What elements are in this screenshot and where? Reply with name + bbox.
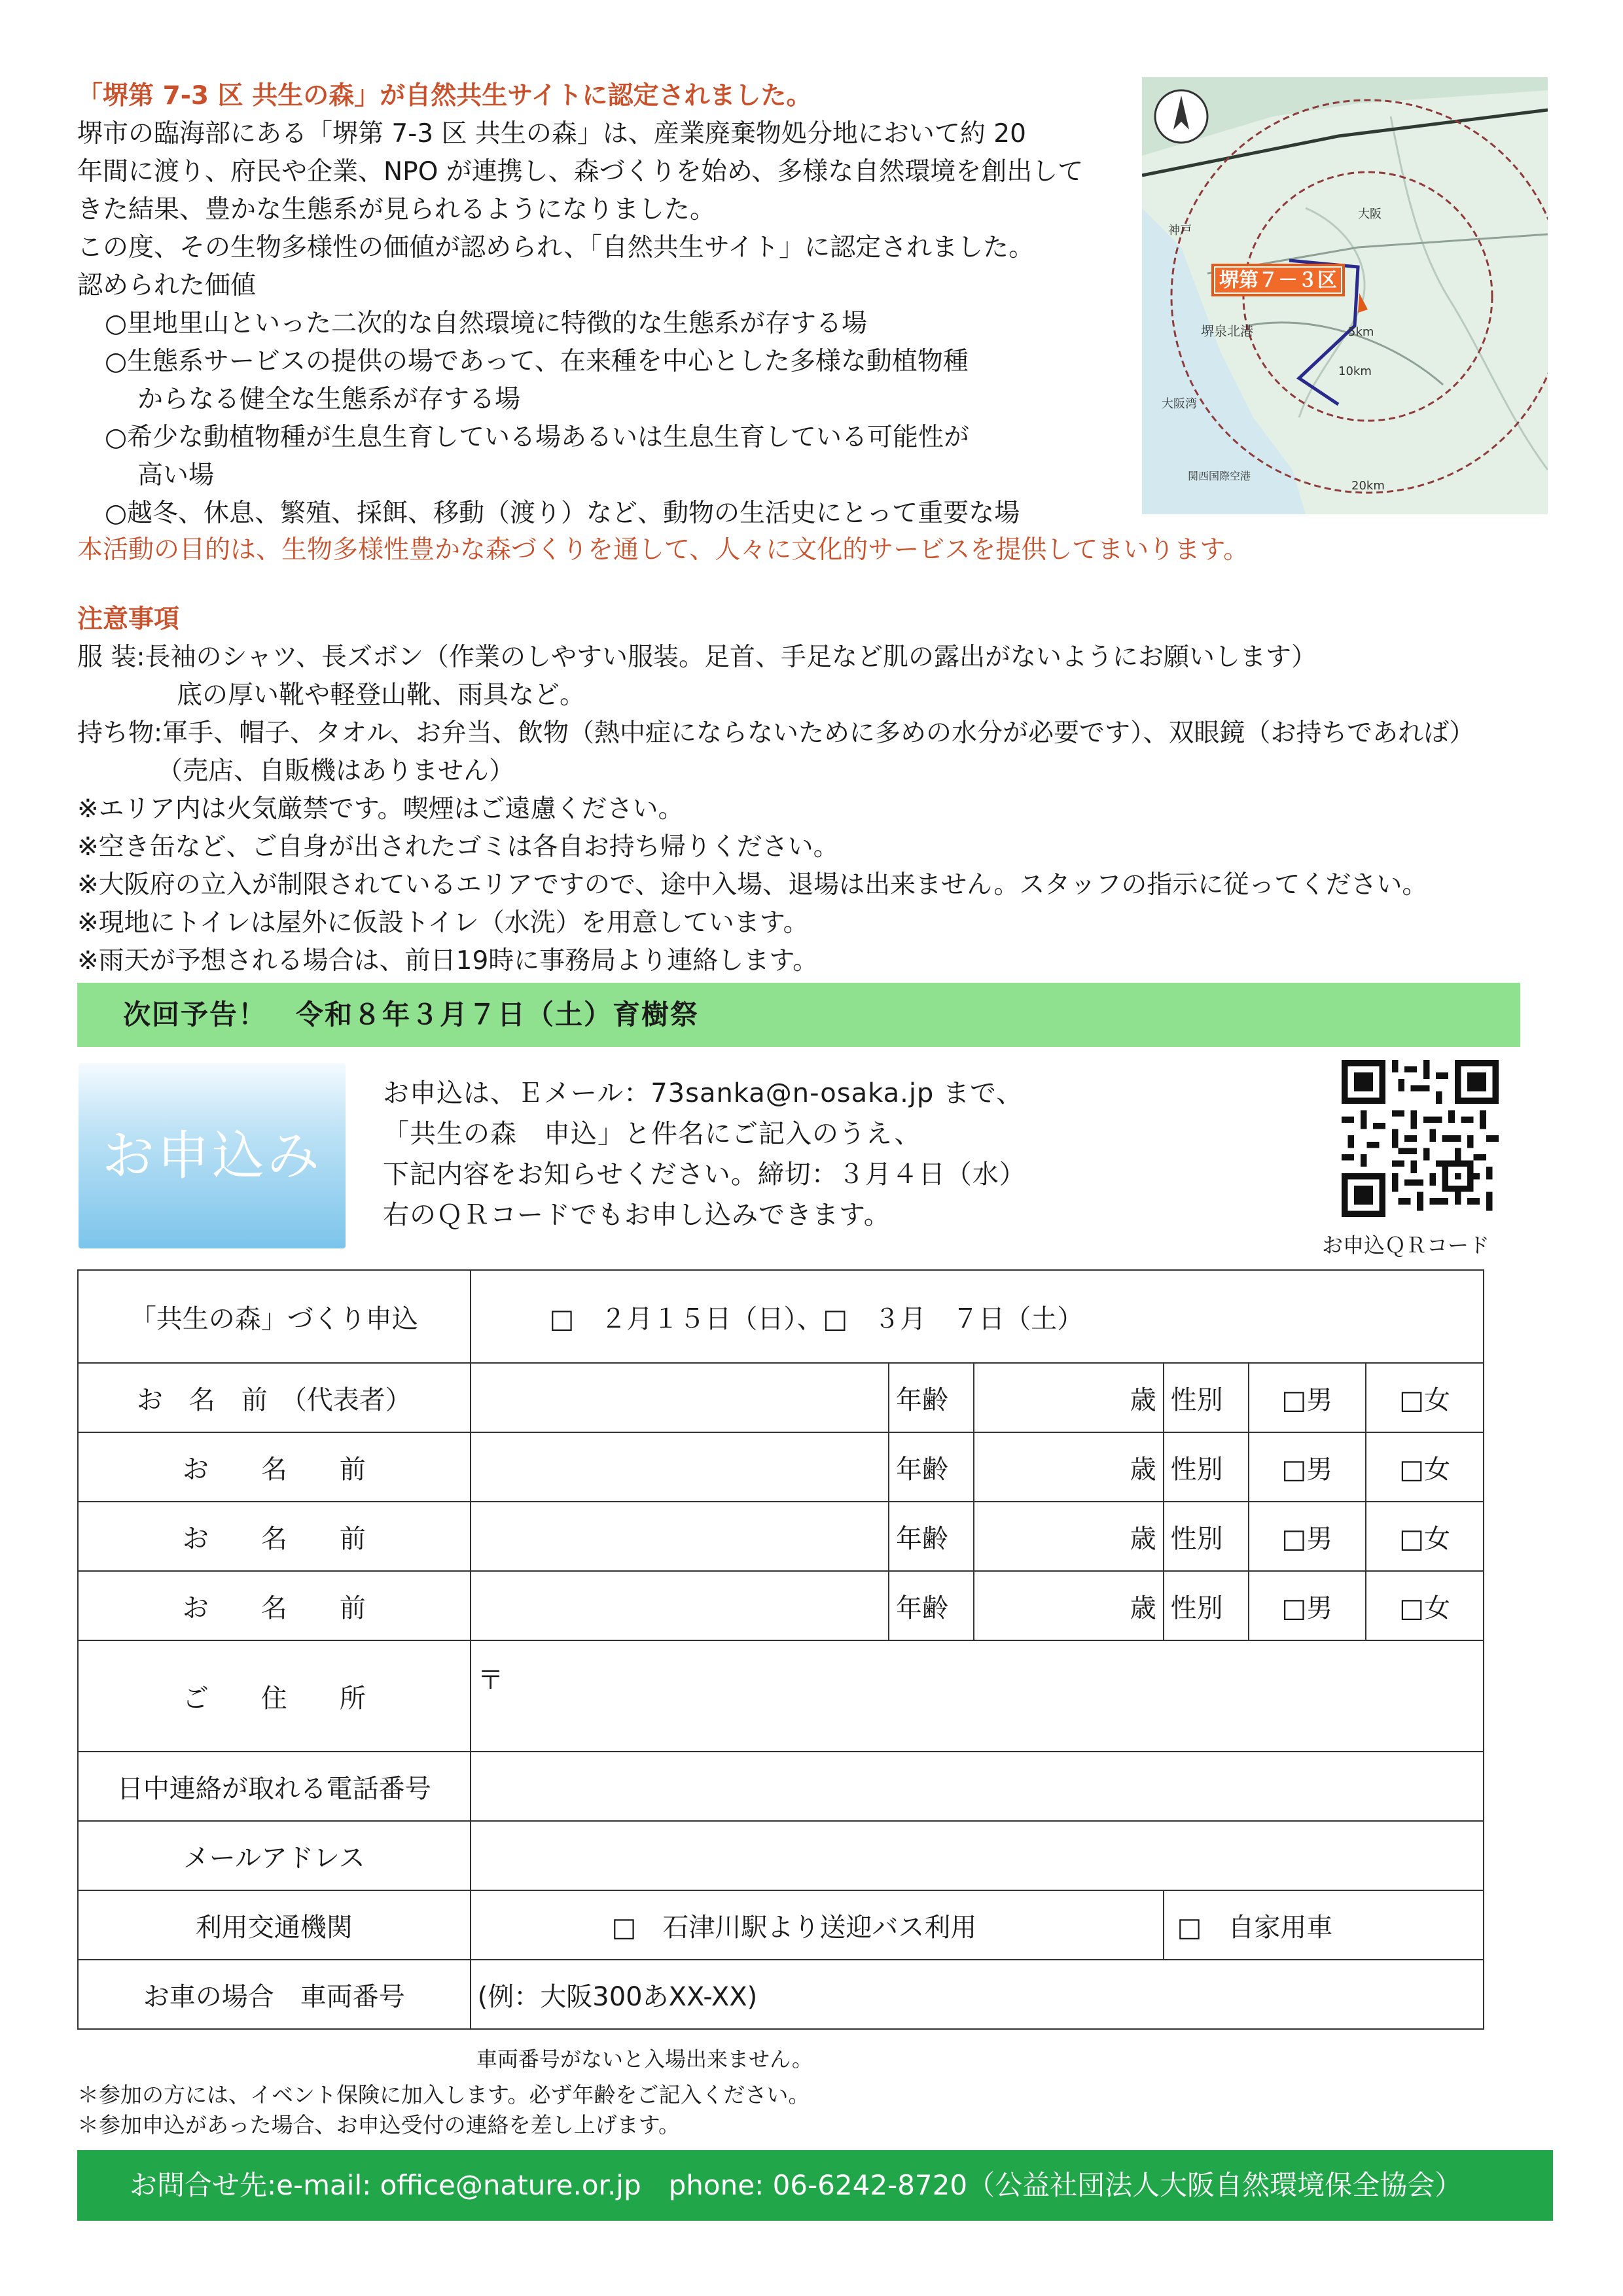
male-checkbox[interactable]: □男 bbox=[1249, 1571, 1366, 1640]
map-ring-label: 20km bbox=[1351, 479, 1385, 493]
next-event-text: 次回予告！ 令和８年３月７日（土）育樹祭 bbox=[123, 998, 700, 1031]
qr-code-graphic bbox=[1342, 1060, 1499, 1217]
form-row-email bbox=[78, 1821, 1484, 1890]
age-input-cell[interactable]: 歳 bbox=[974, 1571, 1164, 1640]
address-label: ご 住 所 bbox=[78, 1640, 471, 1752]
map-site-label: 堺第７－３区 bbox=[1219, 269, 1337, 292]
sex-label: 性別 bbox=[1164, 1432, 1249, 1502]
name-input-cell[interactable] bbox=[471, 1363, 889, 1432]
email-input-cell[interactable] bbox=[471, 1821, 1484, 1890]
age-label: 年齢 bbox=[889, 1502, 974, 1571]
female-checkbox[interactable]: □女 bbox=[1366, 1571, 1484, 1640]
footnote: ＊参加申込があった場合、お申込受付の連絡を差し上げます。 bbox=[77, 2112, 681, 2138]
value-item: ○里地里山といった二次的な自然環境に特徴的な生態系が存する場 bbox=[105, 309, 868, 338]
rep-name-label: お 名 前 （代表者） bbox=[78, 1363, 471, 1432]
intro-paragraph-line: 年間に渡り、府民や企業、NPO が連携し、森づくりを始め、多様な自然環境を創出して bbox=[77, 157, 1084, 186]
qr-caption: お申込ＱＲコード bbox=[1322, 1233, 1490, 1258]
caution-note: ※現地にトイレは屋外に仮設トイレ（水洗）を用意しています。 bbox=[77, 908, 809, 938]
next-event-banner bbox=[77, 983, 1520, 1047]
form-row-event bbox=[78, 1270, 1484, 1363]
qr-code[interactable] bbox=[1342, 1060, 1499, 1217]
vehicle-note: 車両番号がないと入場出来ません。 bbox=[476, 2047, 813, 2072]
sex-label: 性別 bbox=[1164, 1363, 1249, 1432]
male-checkbox[interactable]: □男 bbox=[1249, 1502, 1366, 1571]
map-ring-label: 10km bbox=[1338, 364, 1372, 378]
value-item: ○越冬、休息、繁殖、採餌、移動（渡り）など、動物の生活史にとって重要な場 bbox=[105, 499, 1020, 528]
values-heading: 認められた価値 bbox=[77, 271, 257, 300]
male-checkbox[interactable]: □男 bbox=[1249, 1363, 1366, 1432]
event-label: 「共生の森」づくり申込 bbox=[78, 1270, 471, 1363]
age-input-cell[interactable]: 歳 bbox=[974, 1502, 1164, 1571]
name-label: お 名 前 bbox=[78, 1571, 471, 1640]
phone-label: 日中連絡が取れる電話番号 bbox=[78, 1752, 471, 1821]
transport-label: 利用交通機関 bbox=[78, 1890, 471, 1960]
map-place-label: 大阪湾 bbox=[1162, 397, 1197, 411]
caution-note: ※大阪府の立入が制限されているエリアですので、途中入場、退場は出来ません。スタッフの指示に従ってください。 bbox=[77, 870, 1428, 900]
purpose-statement: 本活動の目的は、生物多様性豊かな森づくりを通して、人々に文化的サービスを提供してまいります。 bbox=[77, 535, 1249, 565]
event-date-options[interactable]: □ ２月１５日（日）、□ ３月 ７日（土） bbox=[471, 1270, 1484, 1363]
form-row-person bbox=[78, 1502, 1484, 1571]
items-note: （売店、自販機はありません） bbox=[157, 756, 515, 786]
name-label: お 名 前 bbox=[78, 1432, 471, 1502]
map-graphic bbox=[1142, 77, 1548, 514]
transport-car-checkbox[interactable]: □ 自家用車 bbox=[1164, 1890, 1484, 1960]
name-input-cell[interactable] bbox=[471, 1432, 889, 1502]
male-checkbox[interactable]: □男 bbox=[1249, 1432, 1366, 1502]
form-row-person bbox=[78, 1432, 1484, 1502]
value-item: ○生態系サービスの提供の場であって、在来種を中心とした多様な動植物種 bbox=[105, 347, 969, 376]
sex-label: 性別 bbox=[1164, 1502, 1249, 1571]
contact-info: お問合せ先:e-mail: office@nature.or.jp phone: 06-6242-8720（公益社団法人大阪自然環境保全協会） bbox=[130, 2169, 1463, 2201]
map-place-label: 堺泉北港 bbox=[1201, 323, 1253, 339]
apply-instruction: 右のＱＲコードでもお申し込みできます。 bbox=[383, 1200, 891, 1230]
apply-instruction: 下記内容をお知らせください。締切：３月４日（水） bbox=[383, 1159, 1026, 1190]
application-form bbox=[77, 1269, 1484, 2030]
name-input-cell[interactable] bbox=[471, 1571, 889, 1640]
age-input-cell[interactable]: 歳 bbox=[974, 1363, 1164, 1432]
caution-note: ※エリア内は火気厳禁です。喫煙はご遠慮ください。 bbox=[77, 794, 684, 824]
address-input-cell[interactable]: 〒 bbox=[471, 1640, 1484, 1752]
vehicle-input-cell[interactable]: (例：大阪300あXX-XX) bbox=[471, 1960, 1484, 2029]
map-place-label: 大阪 bbox=[1358, 207, 1382, 221]
age-label: 年齢 bbox=[889, 1432, 974, 1502]
form-row-address bbox=[78, 1640, 1484, 1752]
form-row-person bbox=[78, 1571, 1484, 1640]
items-note: 持ち物:軍手、帽子、タオル、お弁当、飲物（熱中症にならないために多めの水分が必要です）、双眼鏡（お持ちであれば） bbox=[77, 718, 1475, 748]
caution-note: ※空き缶など、ご自身が出されたゴミは各自お持ち帰りください。 bbox=[77, 832, 839, 862]
vehicle-label: お車の場合 車両番号 bbox=[78, 1960, 471, 2029]
email-label: メールアドレス bbox=[78, 1821, 471, 1890]
value-item: 高い場 bbox=[137, 461, 215, 490]
apply-badge-label: お申込み bbox=[102, 1125, 322, 1186]
form-row-phone bbox=[78, 1752, 1484, 1821]
contact-banner bbox=[77, 2150, 1553, 2221]
caution-note: ※雨天が予想される場合は、前日19時に事務局より連絡します。 bbox=[77, 946, 819, 976]
female-checkbox[interactable]: □女 bbox=[1366, 1363, 1484, 1432]
apply-instruction: お申込は、Ｅメール：73sanka@n-osaka.jp まで、 bbox=[383, 1078, 1024, 1108]
form-row-vehicle bbox=[78, 1960, 1484, 2029]
clothing-note: 底の厚い靴や軽登山靴、雨具など。 bbox=[177, 680, 586, 710]
footnote: ＊参加の方には、イベント保険に加入します。必ず年齢をご記入ください。 bbox=[77, 2082, 810, 2108]
map-ring-label: 5km bbox=[1348, 325, 1374, 339]
location-map bbox=[1142, 77, 1548, 514]
value-item: からなる健全な生態系が存する場 bbox=[137, 385, 521, 414]
transport-bus-checkbox[interactable]: □ 石津川駅より送迎バス利用 bbox=[471, 1890, 1164, 1960]
intro-title: 「堺第 7-3 区 共生の森」が自然共生サイトに認定されました。 bbox=[77, 81, 812, 111]
age-label: 年齢 bbox=[889, 1363, 974, 1432]
clothing-note: 服 装:長袖のシャツ、長ズボン（作業のしやすい服装。足首、手足など肌の露出がないようにお願いします） bbox=[77, 643, 1317, 672]
form-row-transport bbox=[78, 1890, 1484, 1960]
map-place-label: 神戸 bbox=[1168, 224, 1192, 238]
value-item: ○希少な動植物種が生息生育している場あるいは生息生育している可能性が bbox=[105, 423, 970, 452]
name-input-cell[interactable] bbox=[471, 1502, 889, 1571]
sex-label: 性別 bbox=[1164, 1571, 1249, 1640]
map-place-label: 関西国際空港 bbox=[1188, 470, 1251, 482]
apply-badge bbox=[79, 1063, 346, 1248]
intro-paragraph-line: 堺市の臨海部にある「堺第 7-3 区 共生の森」は、産業廃棄物処分地において約 20 bbox=[77, 119, 1026, 149]
apply-instruction: 「共生の森 申込」と件名にご記入のうえ、 bbox=[383, 1119, 921, 1149]
intro-paragraph-line: この度、その生物多様性の価値が認められ、「自然共生サイト」に認定されました。 bbox=[77, 233, 1035, 262]
female-checkbox[interactable]: □女 bbox=[1366, 1502, 1484, 1571]
notes-heading: 注意事項 bbox=[77, 605, 180, 634]
age-input-cell[interactable]: 歳 bbox=[974, 1432, 1164, 1502]
intro-paragraph-line: きた結果、豊かな生態系が見られるようになりました。 bbox=[77, 195, 716, 224]
form-row-person bbox=[78, 1363, 1484, 1432]
age-label: 年齢 bbox=[889, 1571, 974, 1640]
phone-input-cell[interactable] bbox=[471, 1752, 1484, 1821]
name-label: お 名 前 bbox=[78, 1502, 471, 1571]
female-checkbox[interactable]: □女 bbox=[1366, 1432, 1484, 1502]
